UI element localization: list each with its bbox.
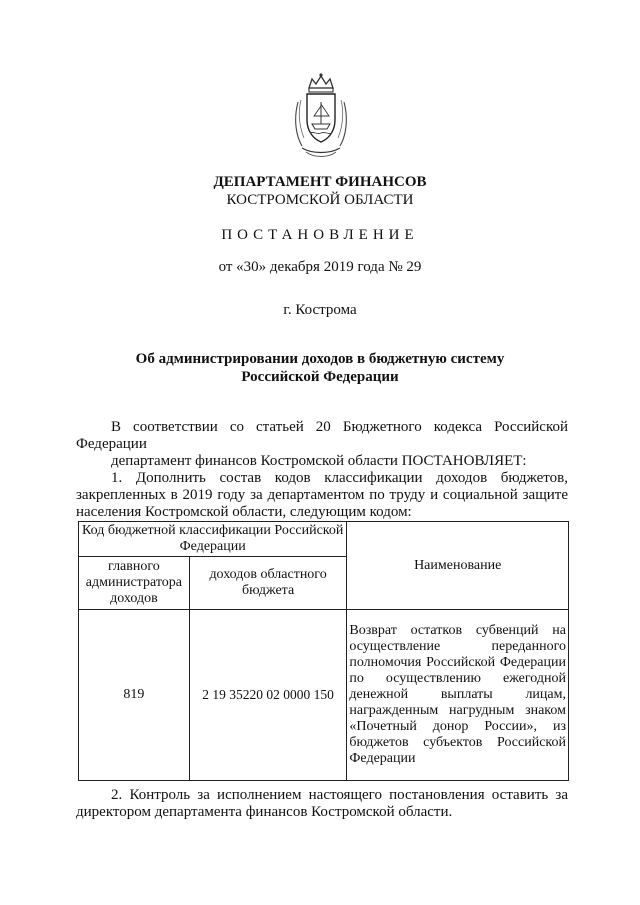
header-admin-cell: главного администратора доходов — [79, 557, 190, 610]
department-name: ДЕПАРТАМЕНТ ФИНАНСОВ — [213, 174, 427, 190]
table-row — [79, 610, 569, 781]
document-date: от «30» декабря 2019 года № 29 — [218, 259, 422, 275]
paragraph-item-2: 2. Контроль за исполнением настоящего постановления оставить за директором департамента финансов Костромской области. — [76, 787, 568, 820]
header-group-cell: Код бюджетной классификации Российской Федерации — [79, 522, 347, 557]
table-header-row — [79, 522, 569, 557]
document-type: ПОСТАНОВЛЕНИЕ — [221, 227, 419, 243]
paragraph-resolves: департамент финансов Костромской области ПОСТАНОВЛЯЕТ: — [111, 453, 527, 469]
document-title-line: Российской Федерации — [241, 369, 399, 385]
header-name-cell: Наименование — [347, 522, 569, 610]
classification-codes-table — [78, 521, 569, 781]
admin-code-cell: 819 — [79, 610, 190, 781]
document-city: г. Кострома — [283, 302, 357, 318]
coat-of-arms-icon — [292, 72, 350, 162]
header-income-cell: доходов областного бюджета — [189, 557, 347, 610]
paragraph-item-1: 1. Дополнить состав кодов классификации доходов бюджетов, закрепленных в 2019 году за департаментом по труду и социальной защите населения Костромской области, следующим кодом: — [76, 470, 568, 520]
department-region: КОСТРОМСКОЙ ОБЛАСТИ — [226, 192, 414, 208]
document-title — [0, 350, 640, 386]
paragraph-legal-basis: В соответствии со статьей 20 Бюджетного кодекса Российской Федерации — [76, 419, 568, 452]
income-code-cell: 2 19 35220 02 0000 150 — [189, 610, 347, 781]
income-name-cell: Возврат остатков субвенций на осуществление переданного полномочия Российской Федерации по осуществлению ежегодной денежной выплаты лицам, награжденным нагрудным знаком «Почетный донор России», из бюджетов субъектов Российской Федерации — [347, 610, 569, 781]
document-title-line: Об администрировании доходов в бюджетную систему — [135, 351, 505, 367]
